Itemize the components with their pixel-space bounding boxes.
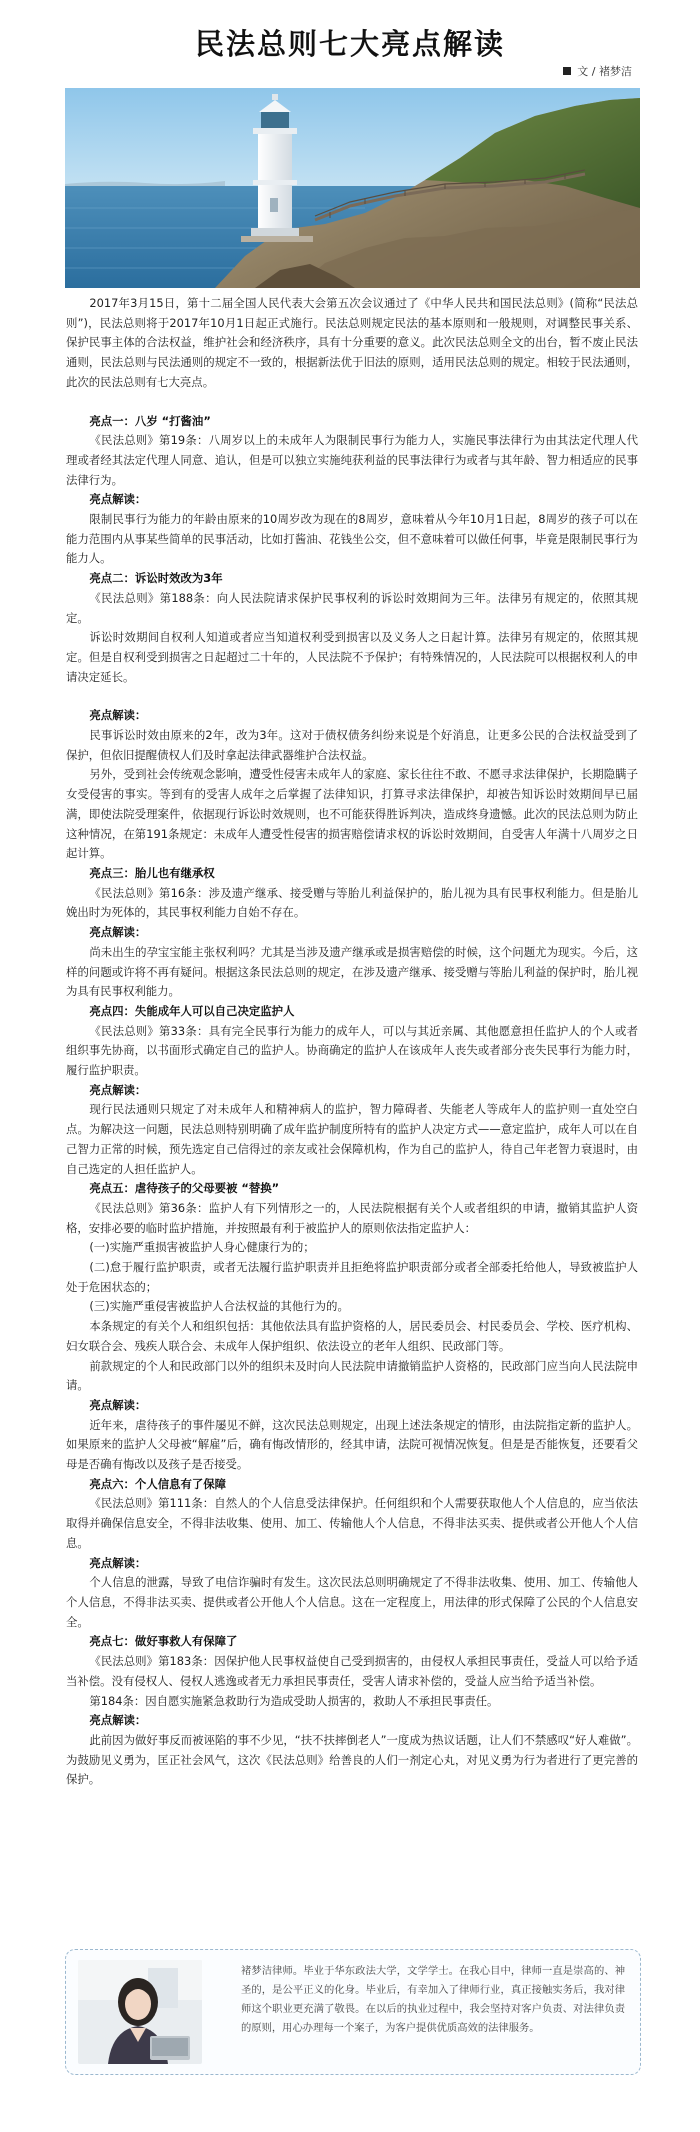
section-5-item-2: (二)怠于履行监护职责，或者无法履行监护职责并且拒绝将监护职责部分或者全部委托给他人，导致被监护人处于危困状态的；	[66, 1260, 638, 1294]
section-2-title: 亮点二：诉讼时效改为3年	[89, 571, 223, 586]
section-6-interpretation-label: 亮点解读：	[89, 1555, 147, 1570]
section-2-interpretation-label: 亮点解读：	[89, 708, 147, 723]
section-6-paragraph-1: 《民法总则》第111条：自然人的个人信息受法律保护。任何组织和个人需要获取他人个人信息的，应当依法取得并确保信息安全，不得非法收集、使用、加工、传输他人个人信息，不得非法买卖、提供或者公开他人个人信息。	[66, 1496, 638, 1550]
section-7-paragraph-1: 《民法总则》第183条：因保护他人民事权益使自己受到损害的，由侵权人承担民事责任，受益人可以给予适当补偿。没有侵权人、侵权人逃逸或者无力承担民事责任，受害人请求补偿的，受益人应当给予适当补偿。	[66, 1654, 638, 1688]
square-bullet-icon	[563, 67, 571, 75]
section-7-title: 亮点七：做好事救人有保障了	[89, 1634, 238, 1649]
intro-paragraph: 2017年3月15日，第十二届全国人民代表大会第五次会议通过了《中华人民共和国民法总则》(简称“民法总则”)，民法总则将于2017年10月1日起正式施行。民法总则规定民法的基本原则和一般规则，对调整民事关系、保护民事主体的合法权益，维护社会和经济秩序，具有十分重要的意义。此次民法总则全文的出台，暂不废止民法通则，民法总则与民法通则的规定不一致的，根据新法优于旧法的原则，适用民法总则的规定。相较于民法通则，此次的民法总则有七大亮点。	[66, 296, 638, 389]
section-1-interpretation-label: 亮点解读：	[89, 492, 147, 507]
lighthouse-seascape-image	[65, 88, 640, 288]
hero-image	[65, 88, 640, 288]
section-2-paragraph-4: 另外，受到社会传统观念影响，遭受性侵害未成年人的家庭、家长往往不敢、不愿寻求法律保护，长期隐瞒子女受侵害的事实。等到有的受害人成年之后掌握了法律知识，打算寻求法律保护，却被告知诉讼时效期间早已届满，即使法院受理案件，依据现行诉讼时效规则，也不可能获得胜诉判决，造成终身遗憾。此次的民法总则为防止这种情况，在第191条规定：未成年人遭受性侵害的损害赔偿请求权的诉讼时效期间，自受害人年满十八周岁之日起计算。	[66, 767, 638, 861]
author-photo	[78, 1960, 202, 2064]
section-6-title: 亮点六：个人信息有了保障	[89, 1476, 227, 1491]
section-5-paragraph-4: 近年来，虐待孩子的事件屡见不鲜，这次民法总则规定，出现上述法条规定的情形，由法院指定新的监护人。如果原来的监护人父母被“解雇”后，确有悔改情形的，经其申请，法院可视情况恢复。但是是否能恢复，还要看父母是否确有悔改以及孩子是否接受。	[66, 1417, 638, 1472]
section-5-item-3: (三)实施严重侵害被监护人合法权益的其他行为的。	[89, 1299, 349, 1314]
section-5-paragraph-1: 《民法总则》第36条：监护人有下列情形之一的，人民法院根据有关个人或者组织的申请，撤销其监护人资格，安排必要的临时监护措施，并按照最有利于被监护人的原则依法指定监护人：	[66, 1200, 638, 1235]
section-1-title: 亮点一：八岁 “打酱油”	[89, 413, 211, 428]
section-3-paragraph-1: 《民法总则》第16条：涉及遗产继承、接受赠与等胎儿利益保护的，胎儿视为具有民事权利能力。但是胎儿娩出时为死体的，其民事权利能力自始不存在。	[66, 885, 638, 920]
section-7-paragraph-3: 此前因为做好事反而被诬陷的事不少见，“扶不扶摔倒老人”一度成为热议话题，让人们不禁感叹“好人难做”。为鼓励见义勇为，匡正社会风气，这次《民法总则》给善良的人们一剂定心丸，对见义勇为行为者进行了更完善的保护。	[66, 1732, 638, 1787]
section-3-title: 亮点三：胎儿也有继承权	[89, 865, 215, 880]
author-byline	[563, 63, 632, 79]
article-body	[66, 294, 638, 1790]
section-5-item-1: (一)实施严重损害被监护人身心健康行为的；	[89, 1240, 315, 1255]
section-6-paragraph-2: 个人信息的泄露，导致了电信诈骗时有发生。这次民法总则明确规定了不得非法收集、使用、加工、传输他人个人信息，不得非法买卖、提供或者公开他人个人信息。这在一定程度上，用法律的形式保障了公民的个人信息安全。	[66, 1575, 638, 1629]
byline-text: 文 / 褚梦洁	[577, 65, 632, 78]
author-bio-box	[65, 1949, 641, 2075]
section-4-interpretation-label: 亮点解读：	[89, 1082, 147, 1097]
author-portrait-image	[78, 1960, 202, 2064]
section-5-paragraph-3: 前款规定的个人和民政部门以外的组织未及时向人民法院申请撤销监护人资格的，民政部门应当向人民法院申请。	[66, 1358, 638, 1393]
section-1-paragraph-1: 《民法总则》第19条：八周岁以上的未成年人为限制民事行为能力人，实施民事法律行为由其法定代理人代理或者经其法定代理人同意、追认，但是可以独立实施纯获利益的民事法律行为或者与其年龄、智力相适应的民事法律行为。	[66, 433, 638, 487]
section-2-paragraph-2: 诉讼时效期间自权利人知道或者应当知道权利受到损害以及义务人之日起计算。法律另有规定的，依照其规定。但是自权利受到损害之日起超过二十年的，人民法院不予保护；有特殊情况的，人民法院可以根据权利人的申请决定延长。	[66, 630, 638, 684]
section-7-paragraph-2: 第184条：因自愿实施紧急救助行为造成受助人损害的，救助人不承担民事责任。	[89, 1693, 499, 1708]
section-2-paragraph-1: 《民法总则》第188条：向人民法院请求保护民事权利的诉讼时效期间为三年。法律另有规定的，依照其规定。	[66, 590, 638, 625]
section-4-paragraph-2: 现行民法通则只规定了对未成年人和精神病人的监护，智力障碍者、失能老人等成年人的监护则一直处空白点。为解决这一问题，民法总则特别明确了成年监护制度所特有的监护人决定方式——意定监护，成年人可以在自己智力正常的时候，预先选定自己信得过的亲友或社会保障机构，作为自己的监护人，待自己年老智力衰退时，由自己选定的人担任监护人。	[66, 1102, 638, 1176]
section-4-title: 亮点四：失能成年人可以自己决定监护人	[89, 1003, 295, 1018]
section-5-paragraph-2: 本条规定的有关个人和组织包括：其他依法具有监护资格的人，居民委员会、村民委员会、学校、医疗机构、妇女联合会、残疾人联合会、未成年人保护组织、依法设立的老年人组织、民政部门等。	[66, 1319, 638, 1353]
author-bio-text: 褚梦洁律师。毕业于华东政法大学，文学学士。在我心目中，律师一直是崇高的、神圣的，是公平正义的化身。毕业后，有幸加入了律师行业，真正接触实务后，我对律师这个职业更充满了敬畏。在以后的执业过程中，我会坚持对客户负责、对法律负责的原则，用心办理每一个案子，为客户提供优质高效的法律服务。	[241, 1965, 625, 2034]
section-2-paragraph-3: 民事诉讼时效由原来的2年，改为3年。这对于债权债务纠纷来说是个好消息，让更多公民的合法权益受到了保护，但依旧提醒债权人们及时拿起法律武器维护合法权益。	[66, 728, 638, 762]
section-1-paragraph-2: 限制民事行为能力的年龄由原来的10周岁改为现在的8周岁，意味着从今年10月1日起，8周岁的孩子可以在能力范围内从事某些简单的民事活动，比如打酱油、花钱坐公交，但不意味着可以做任何事，毕竟是限制民事行为能力人。	[66, 512, 638, 566]
section-4-paragraph-1: 《民法总则》第33条：具有完全民事行为能力的成年人，可以与其近亲属、其他愿意担任监护人的个人或者组织事先协商，以书面形式确定自己的监护人。协商确定的监护人在该成年人丧失或者部分丧失民事行为能力时，履行监护职责。	[66, 1023, 638, 1078]
section-3-interpretation-label: 亮点解读：	[89, 925, 147, 940]
section-spacer	[66, 687, 638, 706]
section-7-interpretation-label: 亮点解读：	[89, 1713, 147, 1728]
section-5-title: 亮点五：虐待孩子的父母要被 “替换”	[89, 1181, 280, 1196]
section-spacer	[66, 393, 638, 412]
section-5-interpretation-label: 亮点解读：	[89, 1397, 147, 1412]
section-3-paragraph-2: 尚未出生的孕宝宝能主张权利吗？尤其是当涉及遗产继承或是损害赔偿的时候，这个问题尤为现实。今后，这样的问题或许将不再有疑问。根据这条民法总则的规定，在涉及遗产继承、接受赠与等胎儿利益的保护时，胎儿视为具有民事权利能力。	[66, 944, 638, 999]
page-title: 民法总则七大亮点解读	[194, 27, 505, 61]
